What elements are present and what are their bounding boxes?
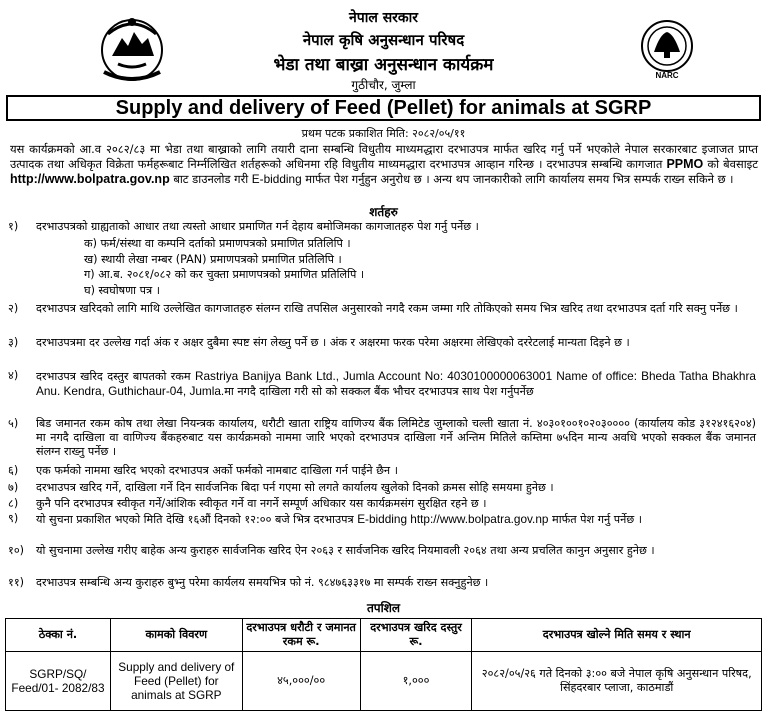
- condition-number: ३): [8, 336, 19, 349]
- condition-text: [36, 512, 756, 527]
- condition-4-text-2: मा नगदै दाखिला गरी सो को सक्कल बैंक भौचर दरभाउपत्र साथ पेश गर्नुपर्नेछ: [224, 385, 534, 399]
- condition-number: ११): [8, 576, 24, 589]
- intro-paragraph: [10, 142, 758, 188]
- table-row: [6, 652, 762, 711]
- cell-contract-no: SGRP/SQ/ Feed/01- 2082/83: [6, 652, 111, 711]
- condition-text: कुनै पनि दरभाउपत्र स्वीकृत गर्ने/आंशिक स्वीकृत गर्ने वा नगर्ने सम्पूर्ण अधिकार यस कार्यक्रमसंग सुरक्षित रहने छ ।: [36, 497, 487, 510]
- header-location: गुठीचौर, जुम्ला: [351, 78, 416, 92]
- condition-4: [8, 369, 756, 399]
- condition-9: [8, 512, 756, 527]
- ebidding-label: E-bidding: [251, 172, 302, 187]
- sub-condition-b: ख) स्थायी लेखा नम्बर (PAN) प्रमाणपत्रको प्रमाणित प्रतिलिपि ।: [84, 253, 342, 266]
- condition-6: [8, 464, 756, 478]
- condition-number: ६): [8, 464, 19, 477]
- conditions-heading: शर्तहरु: [369, 205, 398, 219]
- published-date: प्रथम पटक प्रकाशित मिति: २०८२/०५/११: [301, 127, 466, 140]
- condition-text: [36, 369, 756, 399]
- header-council: नेपाल कृषि अनुसन्धान परिषद: [302, 31, 465, 49]
- condition-number: ८): [8, 497, 19, 510]
- tapsil-heading: तपशिल: [366, 601, 401, 615]
- condition-number: १०): [8, 544, 24, 557]
- condition-text: दरभाउपत्र खरिदको लागि माथि उल्लेखित कागजातहरु संलग्न राखि तपसिल अनुसारको नगदै रकम जम्मा गरि तोकिएको समय भित्र खरिद तथा दरभाउपत्र दर्ता गरि सक्नु पर्नेछ ।: [36, 302, 738, 315]
- condition-10: [8, 544, 756, 558]
- condition-text: दरभाउपत्र खरिद गर्ने, दाखिला गर्ने दिन सार्वजनिक बिदा पर्न गएमा सो लगते कार्यालय खुलेको दिनको क्रमस सोहि समयमा हुनेछ ।: [36, 481, 554, 494]
- ppmo-label: PPMO: [666, 157, 704, 172]
- notice-title: Supply and delivery of Feed (Pellet) for animals at SGRP: [6, 95, 761, 121]
- narc-logo-text: NARC: [655, 71, 679, 80]
- condition-4-text-1: दरभाउपत्र खरिद दस्तुर बापतको रकम: [36, 370, 195, 383]
- cell-fee: १,०००: [360, 652, 472, 711]
- condition-2: [8, 302, 756, 316]
- col-description: कामको विवरण: [110, 619, 242, 652]
- col-contract-no: ठेक्का नं.: [6, 619, 111, 652]
- ebidding-link[interactable]: E-bidding http://www.bolpatra.gov.np: [357, 512, 549, 526]
- condition-9-text-2: मार्फत पेश गर्नु पर्नेछ ।: [548, 513, 642, 526]
- condition-3: [8, 336, 756, 350]
- condition-8: [8, 497, 756, 511]
- tender-table: [5, 618, 762, 711]
- condition-text: दरभाउपत्रको ग्राह्यताको आधार तथा त्यस्तो आधार प्रमाणित गर्न देहाय बमोजिमका कागजातहरु पेश गर्नु पर्नेछ ।: [36, 220, 479, 233]
- header-program: भेडा तथा बाख्रा अनुसन्धान कार्यक्रम: [273, 55, 494, 75]
- col-security: दरभाउपत्र धरौटी र जमानत रकम रू.: [242, 619, 360, 652]
- intro-text-3: बाट डाउनलोड गरी: [169, 172, 252, 187]
- sub-condition-c: ग) आ.ब. २०८१/०८२ को कर चुक्ता प्रमाणपत्रको प्रमाणित प्रतिलिपि ।: [84, 268, 365, 281]
- condition-text: यो सुचनामा उल्लेख गरीए बाहेक अन्य कुराहरु सार्वजनिक खरिद ऐन २०६३ र सार्वजनिक खरिद नियमावली २०६४ तथा अन्य प्रचलित कानुन अनुसार हुनेछ ।: [36, 544, 655, 557]
- bolpatra-link[interactable]: http://www.bolpatra.gov.np: [10, 172, 170, 187]
- condition-number: ५): [8, 417, 19, 430]
- condition-1: [8, 220, 756, 234]
- condition-number: ४): [8, 369, 19, 382]
- condition-5: [8, 417, 756, 460]
- table-header-row: [6, 619, 762, 652]
- condition-number: २): [8, 302, 19, 315]
- condition-number: ९): [8, 512, 19, 525]
- narc-logo-icon: [638, 18, 696, 80]
- condition-text: दरभाउपत्र सम्बन्धि अन्य कुराहरु बुभ्नु परेमा कार्यलय समयभित्र फो नं. ९८४७६३३१७ मा सम्पर्क राख्न सक्नुहुनेछ ।: [36, 576, 489, 589]
- intro-text-4: मार्फत पेश गर्नुहुन अनुरोध छ । अन्य थप जानकारीको लागि कार्यालय समय भित्र सम्पर्क राख्न सकिने छ ।: [301, 172, 734, 187]
- bank-account-details: Rastriya Banijya Bank Ltd., Jumla Account No: 4030100000063001 Name of office: Bheda Tatha Bhakhra Anu. Kendra, Guthichaur-04, Jumla.: [36, 369, 756, 399]
- condition-7: [8, 481, 756, 495]
- condition-text: बिड जमानत रकम कोष तथा लेखा नियन्त्रक कार्यालय, धरौटी खाता राष्ट्रिय वाणिज्य बैंक लिमिटेड जुम्लाको चल्ती खाता नं. ४०३०१००१०२०३०००० (कार्यालय कोड ३१२४१६२०४) मा नगदै दाखिला वा वाणिज्य बैंकहरुबाट यस कार्यक्रमको नाममा जारि भएको दरभाउपत्र दाखिला गर्ने अन्तिम मितिले कम्तिमा ७५दिन मान्य अवधि भएको सक्कल बैंक जमानत संलग्न राख्नु पर्नेछ ।: [36, 417, 756, 459]
- nepal-emblem-icon: [98, 12, 166, 84]
- condition-number: ७): [8, 481, 19, 494]
- cell-opening: २०८२/०५/२६ गते दिनको ३:०० बजे नेपाल कृषि अनुसन्धान परिषद, सिंहदरबार प्लाजा, काठमाडौं: [472, 652, 762, 711]
- condition-text: एक फर्मको नाममा खरिद भएको दरभाउपत्र अर्को फर्मको नामबाट दाखिला गर्न पाईने छैन ।: [36, 464, 398, 477]
- sub-condition-a: क) फर्म/संस्था वा कम्पनि दर्ताको प्रमाणपत्रको प्रमाणित प्रतिलिपि ।: [84, 237, 351, 250]
- condition-9-text-1: यो सुचना प्रकाशित भएको मिति देखि १६औं दिनको १२:०० बजे भित्र दरभाउपत्र: [36, 513, 358, 526]
- cell-security: ४५,०००/००: [242, 652, 360, 711]
- col-fee: दरभाउपत्र खरिद दस्तुर रू.: [360, 619, 472, 652]
- sub-condition-d: घ) स्वघोषणा पत्र ।: [84, 284, 160, 297]
- condition-text: दरभाउपत्रमा दर उल्लेख गर्दा अंक र अक्षर दुबैमा स्पष्ट संग लेख्नु पर्ने छ । अंक र अक्षरमा फरक परेमा अक्षरमा लेखिएको दररेटलाई मान्यता दिइने छ ।: [36, 336, 630, 349]
- col-opening: दरभाउपत्र खोल्ने मिति समय र स्थान: [472, 619, 762, 652]
- cell-description: Supply and delivery of Feed (Pellet) for animals at SGRP: [110, 652, 242, 711]
- condition-number: १): [8, 220, 19, 233]
- condition-11: [8, 576, 756, 590]
- intro-text-2: को बेवसाइट: [703, 157, 758, 172]
- header-govt: नेपाल सरकार: [348, 10, 418, 26]
- intro-text-1: यस कार्यक्रमको आ.व २०८२/८३ मा भेडा तथा बाख्राको लागि तयारी दाना सम्बन्धि विधुतीय माध्यमद्धारा दरभाउपत्र मार्फत खरिद गर्नु पर्ने भएकोले नेपाल सरकारबाट इजाजत प्राप्त उत्पादक तथा अधिकृत विक्रेता फर्महरूबाट निर्म्नलिखित शर्तहरूको अधिनमा रहि विधुतीय माध्यमद्धारा दरभाउपत्र आव्हान गरिन्छ । दरभाउपत्र सम्बन्धि कागजात: [10, 142, 758, 172]
